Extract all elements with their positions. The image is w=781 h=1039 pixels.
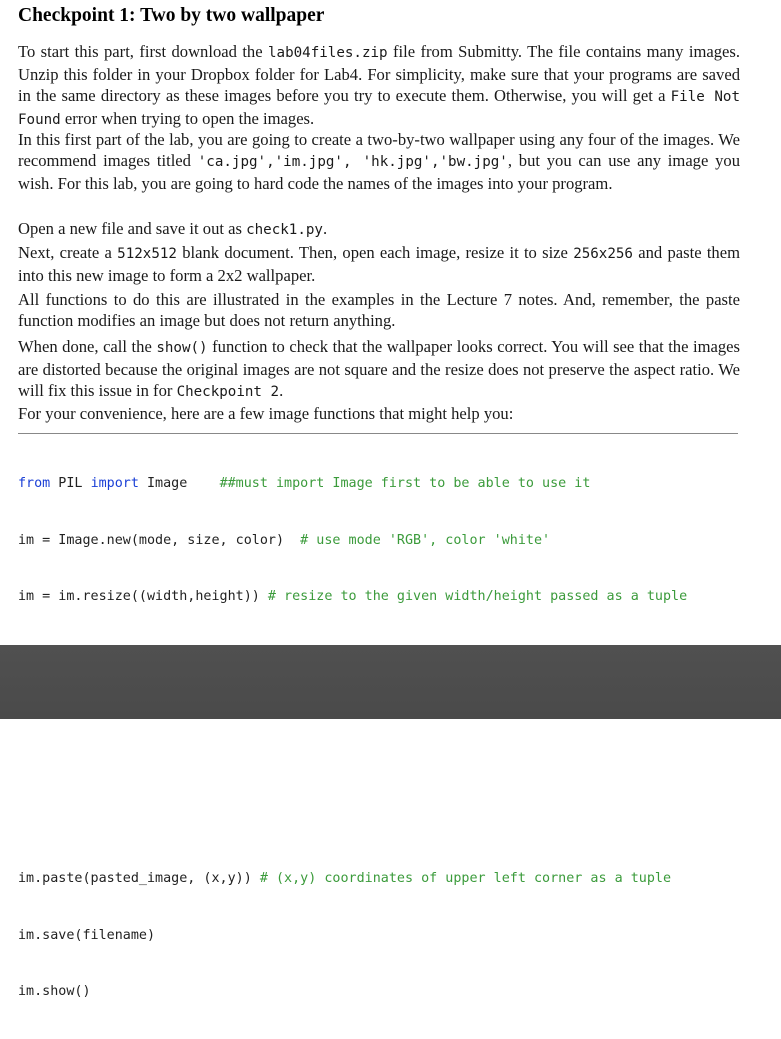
paragraph-convenience: For your convenience, here are a few image functions that might help you:	[18, 404, 514, 423]
code-line: im = im.resize((width,height)) # resize to the given width/height passed as a tuple	[18, 588, 688, 604]
code-line: from PIL import Image ##must import Image first to be able to use it	[18, 476, 591, 492]
code-top-rule	[18, 433, 738, 434]
inline-code-error: File Not Found	[18, 89, 740, 128]
paragraph-create-document: Next, create a 512x512 blank document. Then, open each image, resize it to size 256x256 and paste them into this new image to form a 2x2 wallpaper.	[18, 243, 741, 285]
paragraph-download: To start this part, first download the lab04files.zip file from Submitty. The file contains many images. Unzip this folder in your Dropbox folder for Lab4. For simplicity, make sure that your programs are saved in the same directory as these images before you try to execute them. Otherwise, you will get a File Not Found error when trying to open the images.	[18, 42, 740, 128]
code-line: im.save(filename)	[18, 927, 156, 943]
code-line: im.show()	[18, 983, 91, 999]
paragraph-functions: All functions to do this are illustrated in the examples in the Lecture 7 notes. And, remember, the paste function modifies an image but does not return anything.	[18, 290, 740, 330]
page-break-band	[0, 645, 781, 719]
inline-code-show: show()	[156, 340, 208, 356]
code-line: im.paste(pasted_image, (x,y)) # (x,y) coordinates of upper left corner as a tuple	[18, 871, 672, 887]
page-title: Checkpoint 1: Two by two wallpaper	[18, 5, 325, 26]
paragraph-open-file: Open a new file and save it out as check1.py.	[18, 219, 328, 238]
inline-code-size-512: 512x512	[117, 246, 177, 262]
code-line: im = Image.new(mode, size, color) # use mode 'RGB', color 'white'	[18, 532, 551, 548]
paragraph-show: When done, call the show() function to check that the wallpaper looks correct. You will see that the images are distorted because the original images are not square and the resize does not preserve the aspect ratio. We will fix this issue in for Checkpoint 2.	[18, 337, 740, 400]
inline-code-zip: lab04files.zip	[268, 45, 388, 61]
inline-code-filename: check1.py	[246, 222, 323, 238]
paragraph-intro: In this first part of the lab, you are going to create a two-by-two wallpaper using any four of the images. We recommend images titled 'ca.jpg','im.jpg', 'hk.jpg','bw.jpg', but you can use any image you wish. For this lab, you are going to hard code the names of the images into your program.	[18, 130, 740, 193]
code-block-2	[18, 833, 671, 1039]
inline-code-size-256: 256x256	[573, 246, 633, 262]
inline-code-checkpoint: Checkpoint 2	[176, 384, 280, 400]
code-block-1	[18, 438, 687, 644]
inline-code-images: 'ca.jpg','im.jpg', 'hk.jpg','bw.jpg'	[197, 154, 508, 170]
